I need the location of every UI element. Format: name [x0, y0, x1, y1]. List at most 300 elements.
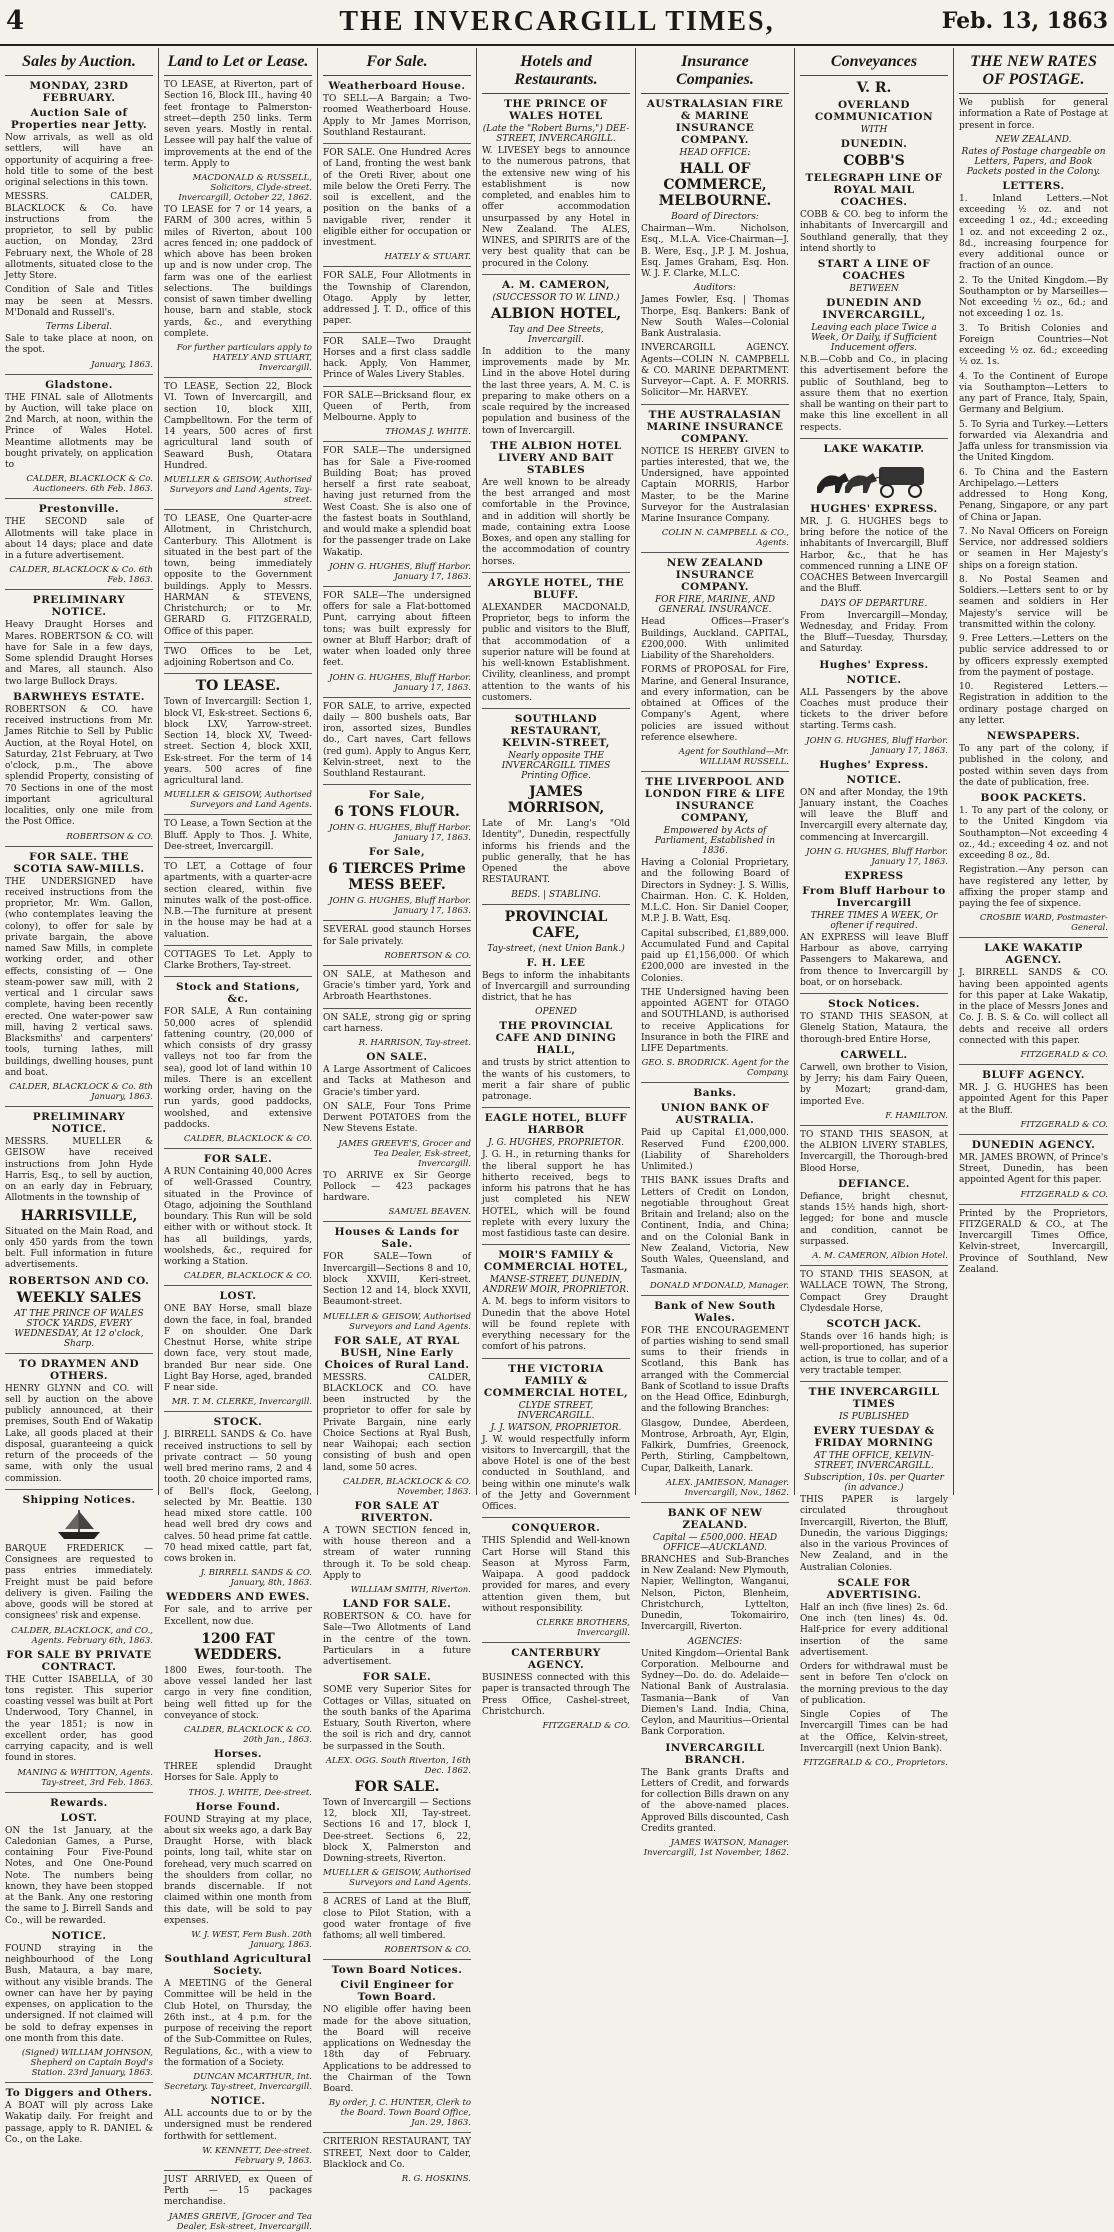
column-rule — [323, 266, 471, 267]
ad-body: 3. To British Colonies and Foreign Countries—Not exceeding ½ oz. 6d.; exceeding ½ oz. 1s. — [959, 323, 1108, 368]
ad-heading: Horses. — [213, 1748, 263, 1760]
ad-signature: CLERKE BROTHERS, Invercargill. — [536, 1618, 630, 1638]
ad-body: Stands over 16 hands high; is well-proportioned, has superior action, is true to collar, and of a very tractable temper. — [800, 1332, 948, 1376]
column-rule — [5, 2082, 153, 2083]
ad-signature: MR. T. M. CLERKE, Invercargill. — [171, 1397, 312, 1408]
column-rule — [323, 386, 471, 387]
ad-subline: BETWEEN — [849, 284, 899, 294]
ad-body: THIS BANK issues Drafts and Letters of Credit on London, negotiable throughout Great Britain and Ireland; also on the Continent, India, and China; and on the Colonial Bank in New Zealand, Victoria, New South Wales, Queensland, and Tasmania. — [641, 1176, 789, 1277]
column-rule — [800, 1265, 948, 1266]
column-rule — [323, 1892, 471, 1893]
column-rule — [482, 274, 630, 275]
ad-heading: Horse Found. — [195, 1800, 281, 1813]
ad-body: Defiance, bright chesnut, stands 15½ hands high, short-legged; for bone and muscle and condition, cannot be surpassed. — [800, 1191, 948, 1247]
ad-body: TO LEASE, One Quarter-acre Allotment, in Christchurch, Canterbury. This Allotment is situated in the best part of the town, being immediately opposite to the Government buildings. Apply to Messrs. HARMAN & STEVENS, Christchurch; or to Mr. GERARD G. FITZGERALD, Office of this paper. — [164, 514, 312, 637]
ad-body: TO LEASE, Section 22, Block VI. Town of Invercargill, and section 10, block XIII, Campbelltown. For the term of 14 years, 500 acres of first agricultural land south of Seaward Bush, Otatara Hundred. — [164, 382, 312, 471]
ad-subline: IS PUBLISHED — [838, 1412, 909, 1422]
ad-body: Now arrivals, as well as old settlers, will have an opportunity of acquiring a free-hold title to some of the best original selections in this town. — [5, 133, 153, 188]
ad-heading: PRELIMINARY NOTICE. — [32, 594, 126, 619]
column-rule — [5, 374, 153, 375]
ad-body: Orders for withdrawal must be sent in before Ten o'clock on the morning previous to the day of publication. — [800, 1662, 948, 1706]
column-rule — [164, 377, 312, 378]
newspaper-title: THE INVERCARGILL TIMES, — [339, 6, 775, 37]
ad-signature: R. HARRISON, Tay-street. — [358, 1038, 471, 1048]
ad-signature: JOHN G. HUGHES, Bluff Harbor. January 17, 1863. — [329, 823, 471, 844]
ad-heading: THE AUSTRALASIAN MARINE INSURANCE COMPANY. — [646, 408, 784, 445]
ad-body: THREE splendid Draught Horses for Sale. Apply to — [164, 1762, 312, 1784]
column-rule — [800, 993, 948, 994]
ad-heading: SCOTCH JACK. — [826, 1318, 922, 1330]
ad-subline: Leaving each place Twice a Week, Or Daily, if Sufficient Inducement offers. — [811, 323, 937, 353]
column-rule — [482, 904, 630, 905]
ad-signature: JOHN G. HUGHES, Bluff Harbor. January 17, 1863. — [329, 672, 471, 693]
ad-heading: FOR SALE AT RIVERTON. — [354, 1499, 440, 1524]
ad-body: FORMS of PROPOSAL for Fire, Marine, and General Insurance, and every information, can be obtained at Offices of the Company's Agent, where policies are issued without reference elsewhere. — [641, 665, 789, 743]
ad-body: HENRY GLYNN and CO. will sell by auction on the above publicly announced, at their premises, South End of Wakatip Lake, all goods placed at their disposal, guaranteeing a quick return of the proceeds of the same, with only the usual commission. — [5, 1383, 153, 1484]
ad-signature: HATELY & STUART. — [384, 252, 471, 263]
ad-body: MESSRS. CALDER, BLACKLOCK and CO. have been instructed by the proprietor to offer for sale by Private Bargain, nine early Choice Sections at Ryal Bush, near Waihopai; each section consisting of bush and open land, some 50 acres. — [323, 1372, 471, 1473]
ad-signature: JAMES WATSON, Manager. Invercargill, 1st November, 1862. — [643, 1838, 789, 1858]
column-rule — [323, 965, 471, 966]
ad-heading: NEWSPAPERS. — [986, 730, 1081, 742]
ad-body: TO SELL—A Bargain; a Two-roomed Weatherboard House. Apply to Mr James Morrison, Southland Restaurant. — [323, 94, 471, 138]
ad-body: ON SALE, strong gig or spring cart harness. — [323, 1012, 471, 1034]
ad-body: A BOAT will ply across Lake Wakatip daily. For freight and passage, apply to R. DANIEL & Co., on the Lake. — [5, 2101, 153, 2145]
column-rule — [323, 143, 471, 144]
ad-body: FOR SALE—Town of Invercargill—Sections 8 and 10, block XXVIII, Keri-street. Section 12 and 14, block XXVII, Beaumont-street. — [323, 1252, 471, 1308]
column-rule — [164, 509, 312, 510]
ad-heading: NEW ZEALAND INSURANCE COMPANY. — [666, 557, 764, 594]
ad-display-line: HALL OF COMMERCE, MELBOURNE. — [658, 161, 772, 209]
ad-body: JUST ARRIVED, ex Queen of Perth — 15 packages merchandise. — [164, 2174, 312, 2208]
ad-body: Town of Invercargill: Section 1, block VI, Esk-street. Sections 6, block LXV, Yarrow-street. Section 14, block XV, Tweed-street. Section 4, block XXII, Esk-street. For the term of 14 years. 500 acres of fine agricultural land. — [164, 697, 312, 786]
ad-heading: THE INVERCARGILL TIMES — [808, 1386, 940, 1410]
ad-body: To any part of the colony, if published in the colony, and posted within seven days from the date of publication, free. — [959, 744, 1108, 788]
ad-subline: Rates of Postage chargeable on Letters, Papers, and Book Packets posted in the Colony. — [961, 146, 1106, 177]
ad-subline: Nearly opposite THE INVERCARGILL TIMES Printing Office. — [501, 751, 611, 781]
ad-body: TO ARRIVE ex Sir George Pollock — 423 packages hardware. — [323, 1170, 471, 1203]
ad-body: Having a Colonial Proprietary, and the following Board of Directors in Sydney: J. S. Willis, Chairman. Hon. C. K. Holden, M.L.C. Hon. Sir Daniel Cooper, M.P. J. B. Watt, Esq. — [641, 858, 789, 925]
ad-heading: DUNEDIN AGENCY. — [971, 1138, 1096, 1151]
ad-signature: FITZGERALD & CO. — [542, 1721, 630, 1731]
ad-body: 8. No Postal Seamen and Soldiers.—Letters sent to or by seamen and soldiers in Her Majesty's service will be transmitted within the colony. — [959, 574, 1108, 630]
ad-body: TO Lease, a Town Section at the Bluff. Apply to Thos. J. White, Dee-street, Invercargill. — [164, 819, 312, 852]
ad-heading: NOTICE. — [846, 773, 902, 786]
ad-heading: EXPRESS — [844, 869, 904, 882]
ad-subline: J. G. HUGHES, PROPRIETOR. — [487, 1138, 624, 1149]
ad-heading: AUSTRALASIAN FIRE & MARINE INSURANCE COMPANY. — [646, 98, 784, 146]
ad-heading: FOR SALE, AT RYAL BUSH, Nine Early Choices of Rural Land. — [324, 1334, 470, 1371]
ad-signature: CALDER, BLACKLOCK & CO. — [183, 1271, 312, 1282]
ad-signature: ROBERTSON & CO. — [384, 950, 471, 961]
ad-body: Printed by the Proprietors, FITZGERALD & CO., at The Invercargill Times Office, Kelvin-street, Invercargill, Province of Southland, New Zealand. — [959, 1208, 1108, 1275]
ad-body: CRITERION RESTAURANT, TAY STREET, Next door to Calder, Blacklock and Co. — [323, 2137, 471, 2170]
ad-heading: From Bluff Harbour to Invercargill — [802, 884, 946, 909]
ad-body: MR. J. G. HUGHES begs to bring before the notice of the inhabitants of Invercargill, Bluff Harbor, &c., that he has commenced running a LINE OF COACHES Between Invercargill and the Bluff. — [800, 516, 948, 595]
ad-signature: CROSBIE WARD, Postmaster-General. — [979, 913, 1108, 934]
ad-heading: SCALE FOR ADVERTISING. — [826, 1576, 922, 1601]
ad-heading: TELEGRAPH LINE OF ROYAL MAIL COACHES. — [805, 172, 943, 208]
ad-heading: BLUFF AGENCY. — [982, 1069, 1085, 1081]
ad-body: James Fowler, Esq. | Thomas Thorpe, Esq. Bankers: Bank of New South Wales—Colonial Bank Australasia. — [641, 295, 789, 339]
ad-signature: CALDER, BLACKLOCK & CO. November, 1863. — [342, 1476, 471, 1497]
ad-body: AN EXPRESS will leave Bluff Harbour as above, carrying Passengers to Makarewa, and from thence to Invercargill by boat, or on horseback. — [800, 932, 948, 988]
column-rule — [5, 1353, 153, 1354]
column-rule — [482, 1107, 630, 1108]
ad-subline: HEAD OFFICE: — [679, 148, 751, 158]
ad-subline: BEDS. | STABLING. — [511, 889, 601, 900]
ad-body: TO LEASE, at Riverton, part of Section 16, Block III., having 40 feet frontage to Palmerston-street—depth 250 links. Term seven years. Mostly in rental. Lessee will pay half the value of improvements at the end of the term. Apply to — [164, 80, 312, 169]
ad-body: TO STAND THIS SEASON, at the ALBION LIVERY STABLES, Invercargill, the Thorough-bred Blood Horse, — [800, 1129, 948, 1174]
ad-signature: January, 1863. — [91, 359, 153, 370]
ad-body: 1. Inland Letters.—Not exceeding ½ oz. and not exceeding 1 oz., 4d.; exceeding 1 oz. and not exceeding 2 oz., 8d., increasing fourpence for every additional ounce or fraction of an ounce. — [959, 193, 1108, 272]
ad-heading: START A LINE OF COACHES — [817, 258, 931, 282]
ad-signature: JOHN G. HUGHES, Bluff Harbor. January 17, 1863. — [329, 896, 471, 917]
ad-body: Half an inch (five lines) 2s. 6d. One inch (ten lines) 4s. 0d. Half-price for every additional insertion of the same advertisement. — [800, 1602, 948, 1658]
ad-subline: CLYDE STREET, INVERCARGILL. — [517, 1400, 595, 1421]
column-rule — [323, 784, 471, 785]
ad-body: THIS Splendid and Well-known Cart Horse will Stand this Season at Myross Farm, Waipapa. A good paddock provided for mares, and every attention given them, but without responsibility. — [482, 1536, 630, 1614]
ad-body: NOTICE IS HEREBY GIVEN to parties interested, that we, the Undersigned, have appointed Captain MORRIS, Harbor Master, to be the Marine Surveyor for the Australasian Marine Insurance Company. — [641, 446, 789, 524]
ad-subline: AT THE PRINCE OF WALES STOCK YARDS, EVERY WEDNESDAY, At 12 o'clock, Sharp. — [14, 1308, 144, 1349]
ad-subline: WITH — [860, 125, 888, 135]
ad-signature: CALDER, BLACKLOCK & CO. 20th Jan., 1863. — [183, 1725, 312, 1745]
ad-body: Capital subscribed, £1,889,000. Accumulated Fund and Capital paid up £1,156,000. Of which £200,000 are invested in the Colonies. — [641, 928, 789, 984]
ad-subline: THREE TIMES A WEEK, Or oftener if required. — [810, 910, 938, 931]
ad-body: ALEXANDER MACDONALD, Proprietor, begs to inform the public and visitors to the Bluff, that accommodation of a superior nature will be found at his well-known Establishment. Civility, cleanliness, and prompt attention to the wants of his customers. — [482, 602, 630, 703]
ad-heading: ON SALE. — [366, 1051, 428, 1063]
ad-signature: (Signed) WILLIAM JOHNSON, Shepherd on Captain Boyd's Station. 23rd January, 1863. — [21, 2048, 153, 2078]
ad-body: Are well known to be already the best arranged and most comfortable in the Province, and in addition will shortly be made, containing extra Loose Boxes, and open any stalling for the accommodation of country horses. — [482, 477, 630, 567]
ad-subline: Capital — £500,000. HEAD OFFICE—AUCKLAND. — [652, 1532, 778, 1553]
ad-body: FOUND straying in the neighbourhood of the Long Bush, Mataura, a bay mare, without any visible brands. The owner can have her by paying expenses, on application to the undersigned. If not claimed will be sold to defray expenses in one month from this date. — [5, 1943, 153, 2044]
ad-signature: JAMES GREEVE'S, Grocer and Tea Dealer, Esk-street, Invercargill. — [338, 1138, 471, 1169]
ad-body: BUSINESS connected with this paper is transacted through The Press Office, Cashel-street, Christchurch. — [482, 1673, 630, 1717]
ad-subline: MANSE-STREET, DUNEDIN, ANDREW MOIR, PROPRIETOR. — [483, 1275, 629, 1296]
ad-body: FOR THE ENCOURAGEMENT of parties wishing to send small sums to their friends in Scotland, this Bank has arranged with the Commercial Bank of Scotland to issue Drafts on the Head Office, Edinburgh, and the following Branches: — [641, 1325, 789, 1415]
column-rule — [5, 1489, 153, 1490]
column-rule — [641, 771, 789, 772]
ad-signature: JOHN G. HUGHES, Bluff Harbor. January 17, 1863. — [806, 846, 948, 867]
ad-heading: LETTERS. — [1002, 179, 1065, 192]
ad-heading: THE PROVINCIAL CAFE AND DINING HALL, — [495, 1020, 617, 1057]
ad-signature: ROBERTSON & CO. — [66, 831, 153, 842]
ad-heading: TO DRAYMEN AND OTHERS. — [18, 1357, 140, 1382]
column-heading: Sales by Auction. — [5, 51, 153, 76]
ad-heading: MOIR'S FAMILY & COMMERCIAL HOTEL, — [483, 1249, 629, 1274]
ad-heading: UNION BANK OF AUSTRALIA. — [660, 1102, 770, 1127]
column-rule — [641, 552, 789, 553]
ad-body: 1. To any part of the colony, or to the United Kingdom via Southampton—Not exceeding 4 oz., 4d.; exceeding 4 oz. and not exceeding 8 oz., 8d. — [959, 806, 1108, 861]
ad-body: 2. To the United Kingdom.—By Southampton or by Marseilles—Not exceeding ½ oz., 6d.; and not exceeding 1 oz. 1s. — [959, 275, 1108, 320]
ad-body: BARQUE FREDERICK — Consignees are requested to pass entries immediately. Freight must be paid before delivery is given. Failing the above, goods will be stored at consignees' risk and expense. — [5, 1543, 153, 1622]
column-heading: Land to Let or Lease. — [164, 51, 312, 76]
ad-display-line: COBB'S — [843, 153, 905, 169]
ad-body: ON and after Monday, the 19th January instant, the Coaches will leave the Bluff and Invercargill every alternate day, commencing at Invercargill. — [800, 787, 948, 843]
ad-body: 4. To the Continent of Europe via Southampton—Letters to any part of France, Italy, Spain, Germany and Belgium. — [959, 371, 1108, 416]
ad-body: United Kingdom—Oriental Bank Corporation. Melbourne and Sydney—Do. do. do. Adelaide—National Bank of Australasia. Tasmania—Bank of Van Diemen's Land. India, China, Ceylon, and Mauritius—Oriental Bank Corporation. — [641, 1648, 789, 1738]
ad-signature: SAMUEL BEAVEN. — [388, 1207, 471, 1218]
column-3 — [318, 48, 477, 2184]
ad-body: MR. J. G. HUGHES has been appointed Agent for this Paper at the Bluff. — [959, 1083, 1108, 1116]
ad-signature: CALDER, BLACKLOCK & Co. 8th January, 1863. — [9, 1082, 153, 1102]
ad-body: MR. JAMES BROWN, of Prince's Street, Dunedin, has been appointed Agent for this paper. — [959, 1152, 1108, 1186]
ad-signature: DONALD M'DONALD, Manager. — [649, 1280, 789, 1291]
ad-body: In addition to the many improvements made by Mr. Lind in the above Hotel during the last three years, A. M. C. is preparing to make others on a scale required by the increased population and business of the town of Invercargill. — [482, 346, 630, 436]
ad-display-line: ALBION HOTEL, — [490, 305, 622, 322]
ad-heading: OVERLAND COMMUNICATION — [814, 99, 934, 123]
ad-body: FOR SALE—Two Draught Horses and a first class saddle hack. Apply, Von Hammer, Prince of Wales Livery Stables. — [323, 336, 471, 381]
ad-heading: Weatherboard House. — [328, 80, 466, 92]
column-2 — [159, 48, 318, 2232]
ad-body: FOR SALE, to arrive, expected daily — 800 bushels oats, Bar iron, assorted sizes, Bundles do., Cart naves, Cart fellows (red gum). Apply to Angus Kerr, Kelvin-street, next to the Southland Restaurant. — [323, 701, 471, 779]
ad-signature: MUELLER & GEISOW, Authorised Surveyors and Land Agents, Tay-street. — [164, 475, 312, 505]
column-5 — [636, 48, 795, 1858]
ad-display-line: WEEKLY SALES — [16, 1289, 142, 1306]
column-rule — [5, 1792, 153, 1793]
ad-body: INVERCARGILL AGENCY. Agents—COLIN N. CAMPBELL & CO. MARINE DEPARTMENT. Surveyor—Capt. A. F. MORRIS. Solicitor—Mr. HARVEY. — [641, 343, 789, 399]
ad-signature: MANING & WHITTON, Agents. Tay-street, 3rd Feb. 1863. — [17, 1767, 153, 1788]
column-4 — [477, 48, 636, 1731]
ad-heading: FOR SALE. THE SCOTIA SAW-MILLS. — [13, 850, 145, 875]
ad-signature: FITZGERALD & CO. — [1020, 1050, 1108, 1060]
ad-body: Glasgow, Dundee, Aberdeen, Montrose, Arbroath, Ayr, Elgin, Falkirk, Dumfries, Greenock, Perth, Stirling, Campbeltown, Cupar, Dalkeith, Lanark. — [641, 1418, 789, 1474]
column-rule — [482, 572, 630, 573]
ad-heading: Houses & Lands for Sale. — [334, 1226, 460, 1251]
ad-signature: MUELLER & GEISOW, Authorised Surveyors and Land Agents. — [323, 1868, 471, 1889]
ad-heading: NOTICE. — [846, 673, 902, 686]
ad-heading: BOOK PACKETS. — [980, 792, 1087, 804]
page-number: 4 — [6, 6, 25, 36]
ad-heading: Gladstone. — [45, 378, 113, 391]
ad-heading: Rewards. — [50, 1796, 108, 1809]
column-rule — [800, 1381, 948, 1382]
sailing-ship-icon — [54, 1508, 104, 1542]
ad-body: ONE BAY Horse, small blaze down the face, in foal, branded F on shoulder. One Dark Chestnut Horse, white stripe down face, very stout made, branded Bur near side. One Light Bay Horse, aged, branded F near side. — [164, 1304, 312, 1393]
ad-signature: F. HAMILTON. — [885, 1110, 948, 1121]
ad-signature: For further particulars apply to HATELY AND STUART, Invercargill. — [176, 343, 312, 373]
ad-body: FOR SALE. One Hundred Acres of Land, fronting the west bank of the Oreti River, about one mile below the Oreti Ferry. The soil is excellent, and the position on the banks of a navigable river, render it eligible either for occupation or investment. — [323, 148, 471, 248]
ad-subline: Subscription, 10s. per Quarter (in advance.) — [804, 1473, 944, 1493]
column-heading: THE NEW RATES OF POSTAGE. — [959, 51, 1108, 94]
ad-body: 10. Registered Letters.—Registration in addition to the ordinary postage charged on any letter. — [959, 682, 1108, 726]
column-rule — [641, 1295, 789, 1296]
ad-heading: Hughes' Express. — [819, 658, 929, 671]
ad-body: W. LIVESEY begs to announce to the numerous patrons, that the extensive new wing of his establishment is now completed, and enables him to offer accommodation unsurpassed by any Hotel in New Zealand. The ALES, WINES, and SPIRITS are of the very best quality that can be procured in the Colony. — [482, 146, 630, 269]
ad-body: TO STAND THIS SEASON, at Glenelg Station, Mataura, the thorough-bred Entire Horse, — [800, 1012, 948, 1045]
ad-signature: JOHN G. HUGHES, Bluff Harbor. January 17, 1863. — [329, 561, 471, 582]
ad-heading: FOR SALE. — [362, 1671, 432, 1684]
ad-signature: Agent for Southland—Mr. WILLIAM RUSSELL. — [678, 747, 789, 767]
column-rule — [323, 332, 471, 333]
column-rule — [323, 697, 471, 698]
ad-body: Single Copies of The Invercargill Times can be had at the Office, Kelvin-street, Invercargill (next Union Bank). — [800, 1710, 948, 1754]
ad-heading: CANTERBURY AGENCY. — [511, 1647, 601, 1671]
column-heading: Conveyances — [800, 51, 948, 76]
ad-heading: LOST. — [219, 1290, 257, 1303]
ad-heading: LAKE WAKATIP. — [823, 442, 925, 455]
stagecoach-icon — [809, 459, 939, 499]
ad-heading: EVERY TUESDAY & FRIDAY MORNING — [813, 1425, 935, 1449]
ad-signature: MACDONALD & RUSSELL, Solicitors, Clyde-street. Invercargill, October 22, 1862. — [178, 173, 312, 203]
ad-heading: THE LIVERPOOL AND LONDON FIRE & LIFE INSURANCE COMPANY, — [644, 776, 786, 824]
ad-body: For sale, and to arrive per Excellent, now due. — [164, 1605, 312, 1627]
ad-heading: A. M. CAMERON, — [502, 278, 610, 291]
ad-subline: (Late the "Robert Burns,") DEE-STREET, INVERCARGILL. — [482, 124, 630, 144]
column-rule — [164, 976, 312, 977]
ad-signature: W. KENNETT, Dee-street. February 9, 1863. — [202, 2145, 312, 2166]
ad-body: ON SALE, at Matheson and Gracie's timber yard, York and Arbroath Hearthstones. — [323, 969, 471, 1003]
column-rule — [164, 1285, 312, 1286]
ad-heading: For Sale, — [368, 789, 426, 802]
ad-subline: J. J. WATSON, PROPRIETOR. — [490, 1422, 622, 1433]
ad-body: TO LET, a Cottage of four apartments, with a quarter-acre section cleared, within five minutes walk of the post-office. N.B.—The furniture at present in the house may be had at a valuation. — [164, 862, 312, 940]
ad-heading: Bank of New South Wales. — [654, 1299, 776, 1324]
ad-heading: FOR SALE. — [203, 1153, 273, 1165]
ad-body: ON the 1st January, at the Caledonian Games, a Purse, containing Four Five-Pound Notes, and One One-Pound Note. The numbers being known, they have been stopped at the Bank. Any one restoring the same to J. Birrell Sands and Co., will be rewarded. — [5, 1825, 153, 1926]
column-rule — [5, 1106, 153, 1107]
ad-signature: CALDER, BLACKLOCK, and CO., Agents. February 6th, 1863. — [11, 1625, 153, 1646]
ad-body: A RUN Containing 40,000 Acres of well-Grassed Country, situated in the Province of Otago, adjoining the Southland boundary. This Run will be sold either with or without stock. It has all buildings, yards, woolsheds, &c., required for working a Station. — [164, 1167, 312, 1267]
ad-body: Chairman—Wm. Nicholson, Esq., M.L.A. Vice-Chairman—J. B. Were, Esq., J.P. J. M. Joshua, Esq. James Graham, Esq. Hon. W. J. F. Clarke, M.L.C. — [641, 224, 789, 279]
ad-signature: ALEX. OGG. South Riverton, 16th Dec. 1862. — [325, 1755, 471, 1776]
ad-body: COBB & CO. beg to inform the inhabitants of Invercargill and Southland generally, that they intend shortly to — [800, 210, 948, 254]
ad-heading: THE PRINCE OF WALES HOTEL — [504, 98, 608, 122]
ad-body: Heavy Draught Horses and Mares. ROBERTSON & CO. will have for Sale in a few days, Some splendid Draught Horses and Mares, all staunch. Also two large Bullock Drays. — [5, 620, 153, 687]
ad-subline: Tay-street, (next Union Bank.) — [487, 943, 625, 954]
column-rule — [959, 1134, 1108, 1135]
ad-display-line: FOR SALE. — [354, 1778, 440, 1795]
ad-body: FOR SALE—The undersigned offers for sale a Flat-bottomed Punt, carrying about fifteen tons; was built expressly for owner at Bluff Harbor; draft of water when loaded only three feet. — [323, 590, 471, 669]
ad-heading: ARGYLE HOTEL, THE BLUFF. — [487, 576, 625, 601]
ad-body: Sale to take place at noon, on the spot. — [5, 334, 153, 356]
column-rule — [5, 498, 153, 499]
ad-display-line: 6 TIERCES Prime MESS BEEF. — [328, 861, 466, 894]
ad-body: Town of Invercargill — Sections 12, block XII, Tay-street. Sections 16 and 17, block I, Dee-street. Sections 6, 22, block X, Palmerston and Downing-streets, Riverton. — [323, 1797, 471, 1864]
ad-heading: WEDDERS AND EWES. — [166, 1591, 310, 1604]
ad-heading: ROBERTSON AND CO. — [8, 1274, 150, 1287]
ad-heading: NOTICE. — [210, 2095, 266, 2107]
column-rule — [164, 1411, 312, 1412]
ad-signature: MUELLER & GEISOW, Authorised Surveyors and Land Agents. — [323, 1311, 471, 1332]
ad-signature: DUNCAN MCARTHUR, Int. Secretary. Tay-street, Invercargill. — [164, 2072, 312, 2092]
ad-heading: Auction Sale of Properties near Jetty. — [10, 107, 148, 131]
ad-body: A MEETING of the General Committee will be held in the Club Hotel, on Thursday, the 26th inst., at 4 p.m. for the purpose of receiving the report of the Sub-Committee on Rules, Regulations, &c., with a view to the formation of a Society. — [164, 1979, 312, 2068]
ad-body: A Large Assortment of Calicoes and Tacks at Matheson and Gracie's timber yard. — [323, 1065, 471, 1098]
ad-body: FOR SALE, Four Allotments in the Township of Clarendon, Otago. Apply by letter, addressed J. T. D., office of this paper. — [323, 271, 471, 327]
ad-subline: (SUCCESSOR TO W. LIND.) — [492, 292, 620, 303]
ad-body: TO STAND THIS SEASON, at WALLACE TOWN, The Strong, Compact Grey Draught Clydesdale Horse, — [800, 1270, 948, 1314]
ad-signature: J. BIRRELL SANDS & CO. January, 8th, 1863. — [200, 1568, 312, 1589]
column-rule — [5, 589, 153, 590]
column-heading: For Sale. — [323, 51, 471, 76]
ad-body: 5. To Syria and Turkey.—Letters forwarded via Alexandria and Jaffa unless for transmission via the United Kingdom. — [959, 419, 1108, 464]
ad-heading: MONDAY, 23RD FEBRUARY. — [29, 80, 129, 104]
ad-signature: WILLIAM SMITH, Riverton. — [350, 1585, 471, 1595]
ad-body: From Invercargill—Monday, Wednesday, and Friday. From the Bluff—Tuesday, Thursday, and Saturday. — [800, 610, 948, 655]
ad-signature: MUELLER & GEISOW, Authorised Surveyors and Land Agents. — [164, 790, 312, 811]
ad-heading: LAND FOR SALE. — [342, 1598, 452, 1610]
column-rule — [800, 1125, 948, 1126]
column-rule — [164, 2170, 312, 2171]
ad-body: FOR SALE—Bricksand flour, ex Queen of Perth, from Melbourne. Apply to — [323, 390, 471, 423]
ad-heading: DEFIANCE. — [838, 1177, 910, 1190]
ad-signature: ROBERTSON & CO. — [384, 1945, 471, 1956]
column-rule — [482, 1642, 630, 1643]
ad-heading: Civil Engineer for Town Board. — [340, 1979, 454, 2004]
column-rule — [164, 1148, 312, 1149]
ad-body: FOR SALE—The undersigned has for Sale a Five-roomed Building Boat; has proved herself a first rate seaboat, having just returned from the West Coast. She is also one of the fastest boats in Southland, and would make a splendid boat for the passenger trade on Lake Wakatip. — [323, 446, 471, 558]
column-heading: Insurance Companies. — [641, 51, 789, 94]
column-rule — [959, 1064, 1108, 1065]
ad-signature: By order, J. C. HUNTER, Clerk to the Board. Town Board Office, Jan. 29, 1863. — [328, 2098, 471, 2129]
ad-heading: THE VICTORIA FAMILY & COMMERCIAL HOTEL, — [483, 1362, 629, 1399]
column-rule — [164, 642, 312, 643]
ad-subline: AGENCIES: — [687, 1636, 743, 1647]
column-rule — [164, 814, 312, 815]
ad-body: THE Cutter ISABELLA, of 30 tons register. This superior coasting vessel was built at Port Underwood, Tory Channel, in the year 1851; is now in excellent order, has good carrying capacity, and is well found in stores. — [5, 1674, 153, 1764]
ad-body: Paid up Capital £1,000,000. Reserved Fund £200,000. (Liability of Shareholders Unlimited.) — [641, 1128, 789, 1172]
ad-heading: Banks. — [693, 1087, 737, 1100]
ad-body: Situated on the Main Road, and only 450 yards from the town belt. Full information in future advertisements. — [5, 1226, 153, 1271]
column-rule — [641, 1502, 789, 1503]
ad-body: THE FINAL sale of Allotments by Auction, will take place on 2nd March, at noon, within the Prince of Wales Hotel. Meantime allotments may be bought privately, on application to — [5, 392, 153, 470]
ad-display-line: 6 TONS FLOUR. — [334, 804, 460, 821]
ad-heading: FOR SALE BY PRIVATE CONTRACT. — [6, 1648, 152, 1673]
ad-body: 8 ACRES of Land at the Bluff, close to Pilot Station, with a good water frontage of five fathoms; all well timbered. — [323, 1897, 471, 1941]
ad-body: The Bank grants Drafts and Letters of Credit, and forwards for collection Bills drawn on any of the above-named places. Approved Bills discounted, Cash Credits granted. — [641, 1767, 789, 1834]
ad-signature: FITZGERALD & CO. — [1020, 1189, 1108, 1200]
ad-heading: HUGHES' EXPRESS. — [810, 502, 938, 515]
column-rule — [5, 846, 153, 847]
ad-signature: THOS. J. WHITE, Dee-street. — [188, 1787, 312, 1798]
ad-heading: THE ALBION HOTEL LIVERY AND BAIT STABLES — [490, 439, 622, 476]
ad-body: BRANCHES and Sub-Branches in New Zealand: New Plymouth, Napier, Wellington, Wanganui, Nelson, Picton, Blenheim, Christchurch, Lyttelton, Dunedin, Tokomairiro, Invercargill, Riverton. — [641, 1554, 789, 1633]
ad-body: FOR SALE, A Run containing 50,000 acres of splendid fattening country, (20,000 of which consists of dry grassy valleys not too far from the sea), good lot of land within 10 miles. There is an excellent working order, having on the run yards, good paddocks, woolshed, and extensive paddocks. — [164, 1007, 312, 1130]
ad-signature: FITZGERALD & CO. — [1020, 1119, 1108, 1130]
ad-heading: BANK OF NEW ZEALAND. — [667, 1506, 763, 1531]
ad-display-line: PROVINCIAL CAFE, — [504, 908, 608, 941]
column-1 — [0, 48, 159, 2145]
ad-heading: CONQUEROR. — [511, 1522, 601, 1535]
ad-body: NO eligible offer having been made for the above situation, the Board will receive applications on Wednesday the 18th day of February. Applications to be addressed to the Chairman of the Town Board. — [323, 2005, 471, 2094]
column-rule — [164, 857, 312, 858]
ad-signature: CALDER, BLACKLOCK & Co. Auctioneers. 6th Feb. 1863. — [26, 474, 153, 495]
ad-subline: Tay and Dee Streets, Invercargill. — [508, 324, 604, 345]
column-rule — [800, 438, 948, 439]
ad-body: THIS PAPER is largely circulated throughout Invercargill, Riverton, the Bluff, Dunedin, the various Diggings; also in the various Provinces of New Zealand, and in the Australian Colonies. — [800, 1495, 948, 1573]
ad-body: Begs to inform the inhabitants of Invercargill and surrounding district, that he has — [482, 970, 630, 1003]
ad-heading: EAGLE HOTEL, BLUFF HARBOR — [484, 1112, 628, 1137]
ad-body: J. BIRRELL SANDS & Co. have received instructions to sell by private contract — 50 young well bred merino rams, 2 and 4 tooth. 20 choice imported rams, of Bell's flock, Geelong, selected by Mr. Beattie. 130 head mixed store cattle. 100 head well bred dry cows and calves. 50 head prime fat cattle. 70 head mixed cattle, part fat, cows broken in. — [164, 1430, 312, 1564]
ad-display-line: V. R. — [856, 80, 892, 96]
ad-heading: BARWHEYS ESTATE. — [13, 690, 145, 703]
ad-body: ROBERTSON & CO. have for Sale—Two Allotments of Land in the centre of the town. Particulars in a future advertisement. — [323, 1612, 471, 1667]
ad-heading: SOUTHLAND RESTAURANT, KELVIN-STREET, — [502, 713, 610, 749]
ad-subline: DAYS OF DEPARTURE. — [820, 598, 928, 609]
ad-body: 6. To China and the Eastern Archipelago.—Letters addressed to Hong Kong, Penang, Singapore, or any part of China or Japan. — [959, 467, 1108, 523]
ad-subline: Empowered by Acts of Parliament, Established in 1836. — [654, 826, 776, 856]
ad-body: 7. No Naval Officers on Foreign Service, nor addressed soldiers or seamen in Her Majesty's ships on a foreign station. — [959, 526, 1108, 571]
ad-signature: FITZGERALD & CO., Proprietors. — [803, 1758, 948, 1768]
issue-date: Feb. 13, 1863 — [941, 8, 1108, 34]
ad-body: COTTAGES To Let. Apply to Clarke Brothers, Tay-street. — [164, 949, 312, 971]
ad-display-line: HARRISVILLE, — [20, 1207, 138, 1224]
ad-heading: NOTICE. — [51, 1929, 107, 1942]
ad-body: Head Offices—Fraser's Buildings, Auckland. CAPITAL, £200,000. With unlimited Liability of the Shareholders. — [641, 617, 789, 661]
ad-body: We publish for general information a Rate of Postage at present in force. — [959, 98, 1108, 131]
ad-signature: ALEX. JAMIESON, Manager. Invercargill, Nov., 1862. — [666, 1477, 789, 1498]
